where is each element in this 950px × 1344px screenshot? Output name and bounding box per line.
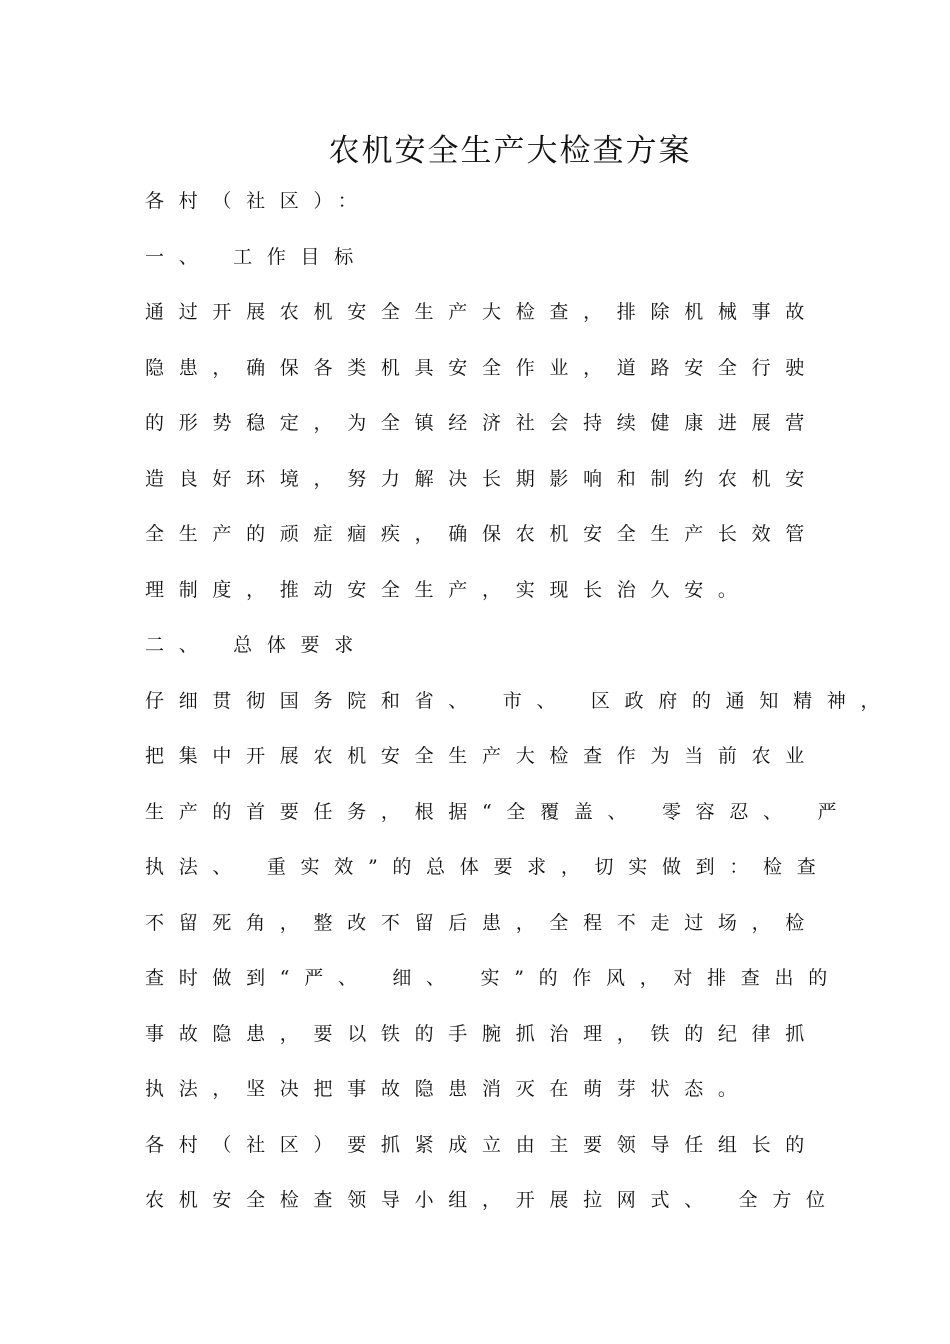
body-line: 各村（社区）要抓紧成立由主要领导任组长的 <box>145 1133 820 1156</box>
body-line: 理制度，推动安全生产，实现长治久安。 <box>145 578 752 601</box>
body-line: 事故隐患，要以铁的手腕抓治理，铁的纪律抓 <box>145 1022 820 1045</box>
body-line: 农机安全检查领导小组，开展拉网式、 全方位 <box>145 1189 840 1211</box>
body-line: 把集中开展农机安全生产大检查作为当前农业 <box>145 745 820 767</box>
body-line: 造良好环境，努力解决长期影响和制约农机安 <box>145 467 820 490</box>
body-line: 一、 工作目标 <box>145 245 368 268</box>
body-line: 不留死角，整改不留后患，全程不走过场，检 <box>145 911 820 934</box>
body-line: 的形势稳定，为全镇经济社会持续健康进展营 <box>145 412 820 434</box>
body-line: 执法，坚决把事故隐患消灭在萌芽状态。 <box>145 1078 752 1100</box>
body-line: 执法、 重实效”的总体要求，切实做到：检查 <box>145 856 831 878</box>
body-line: 查时做到“严、 细、 实”的作风，对排查出的 <box>145 967 842 989</box>
body-line: 通过开展农机安全生产大检查，排除机械事故 <box>145 301 820 323</box>
body-line: 隐患，确保各类机具安全作业，道路安全行驶 <box>145 356 820 379</box>
body-line: 全生产的顽症痼疾，确保农机安全生产长效管 <box>145 523 820 545</box>
document-title: 农机安全生产大检查方案 <box>328 133 692 169</box>
body-line: 生产的首要任务，根据“全覆盖、 零容忍、 严 <box>145 800 852 823</box>
body-line: 各村（社区）： <box>145 190 372 212</box>
body-line: 二、 总体要求 <box>145 634 368 656</box>
body-line: 仔细贯彻国务院和省、 市、 区政府的通知精神， <box>145 689 895 712</box>
